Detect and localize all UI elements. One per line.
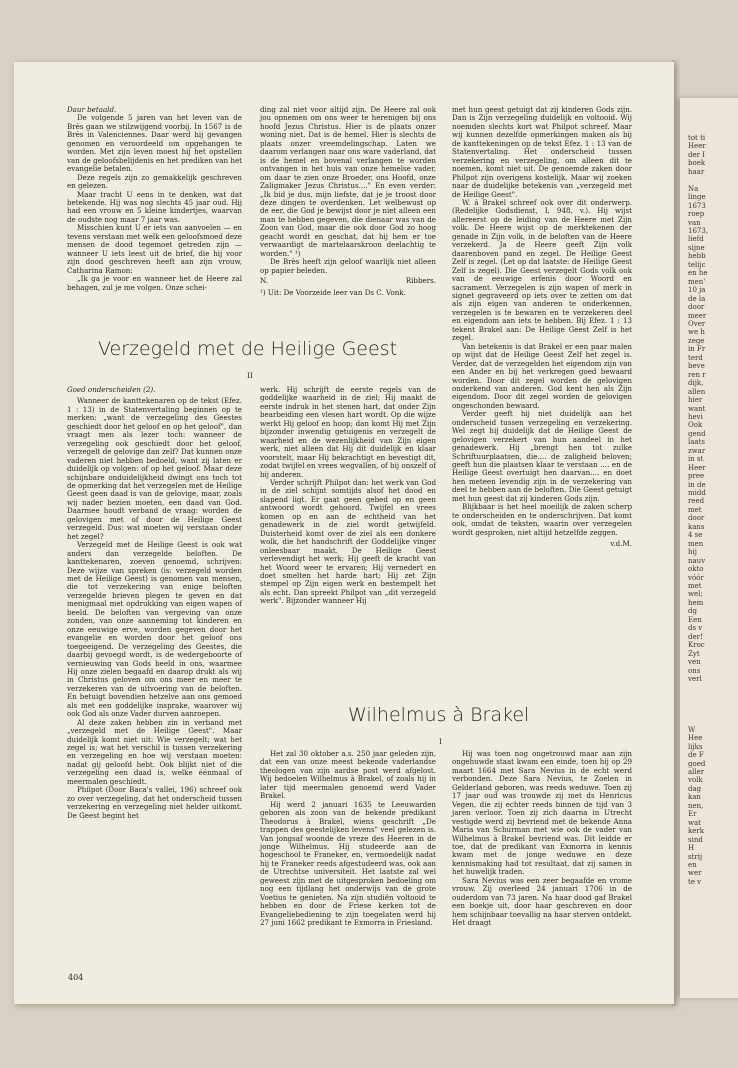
right-page-line: laats (688, 438, 705, 447)
paragraph: W. á Brakel schreef ook over dit onderwerp. (Redelijke Godsdienst, I, 948, v.). Hij wijst allereerst op de leiding van de Heere met Zijn volk. De Heere wijst op de merktekenen der genade in Zijn volk, in de beloften van de Heere verzekerd. Ja de Heere geeft Zijn volk daarenboven pand en zegel. De Heilige Geest Zelf is zegel. (Let op dat laatste: de Heilige Geest Zelf is zegel). Die Geest verzegelt Gods volk ook van de eeuwige erfenis door Woord en sacrament. Verzegelen is zijn wapen of merk in signet gegraveerd op iets over te zetten om dat als zijn eigen van anderen te onderkennen, verzegelen is te bewaren en te verzekeren deel en eigendom aan iets te hebben. Bij Efez. 1 : 13 tekent Brakel aan: De Heilige Geest Zelf is het zegel. (452, 197, 632, 343)
right-page-line: in st (688, 455, 704, 464)
right-page-line (688, 176, 738, 184)
right-page-line: 1673, (688, 226, 709, 235)
paragraph: Hij was toen nog ongetrouwd maar aan zijn ongehuwde staat kwam een einde, toen hij op 29 maart 1664 met Sara Nevius in de echt werd verbonden. Deze Sara Nevius, te Zoelen in Gelderland geboren, was reeds weduwe. Toen zij 17 jaar oud was trouwde zij met ds Henricus Vegen, die zij echter reeds binnen de tijd van 3 jaren verloor. Toen zij zich daarna in Utrecht vestigde werd zij bevriend met de bekende Anna Maria van Schurman met wie ook de vader van Wilhelmus à Brakel bevriend was. Dit leidde er toe, dat de predikant van Exmorra in kennis kwam met de jonge weduwe en deze kennismaking had tot resultaat, dat zij samen in het huwelijk traden. (452, 749, 632, 877)
right-page-edge (680, 98, 738, 998)
right-page-line: in de (688, 480, 706, 489)
right-page-line: wat (688, 818, 701, 827)
right-page-line: 4 se (688, 531, 703, 540)
right-page-line: door (688, 303, 705, 312)
right-page-line: van (688, 218, 701, 227)
paragraph: Daur betaald. (67, 105, 117, 114)
paragraph: „Ik ga je voor en wanneer het de Heere zal behagen, zul je me volgen. Onze schei- (67, 274, 242, 292)
author-name: Ribbers. (405, 276, 436, 286)
right-page-line: Ook (688, 421, 703, 430)
right-page-line: met (688, 505, 702, 514)
paragraph: Het zal 30 oktober a.s. 250 jaar geleden zijn, dat een van onze meest bekende vaderlandse theologen van zijn aardse post werd afgelost. Wij bedoelen Wilhelmus à Brakel, of zoals hij in later tijd meermalen genoemd werd Vader Brakel. (260, 749, 436, 801)
paragraph: Sara Nevius was een zeer begaafde en vrome vrouw. Zij overleed 24 januari 1706 in de ouderdom van 73 jaren. Na haar dood gaf Brakel een boekje uit, door haar geschreven en door hem schijnbaar toevallig na haar sterven ontdekt. Het draagt (452, 875, 632, 928)
article2-col2 (452, 750, 632, 928)
right-page-line: zwar (688, 446, 706, 455)
right-page-line: kerk (688, 827, 704, 836)
right-page-line: Over (688, 319, 706, 328)
paragraph: Verder schrijft Philpot dan: het werk van God in de ziel schijnt somtijds alsof het dood en slapend ligt. Er gaat geen gebed op en geen antwoord wordt gehoord. Twijfel en vrees komen op en aan de echtheid van het genadewerk in de ziel wordt getwijfeld. Duisterheid komt over de ziel als een donkere wolk, die het handschrift der Goddelijke vinger onleesbaar maakt. De Heilige Geest verlevendigt het werk; Hij geeft de kracht van het Woord weer te ervaren; Hij vernedert en doet smelten het harde hart; Hij zet Zijn stempel op Zijn eigen werk en bestempelt het als echt. Dan spreekt Philpot van „dit verzegeld werk". Bijzonder wanneer Hij (260, 477, 436, 606)
paragraph: De volgende 5 jaren van het leven van de Brès gaan we stilzwijgend voorbij. In 1567 is de Brès in Valenciennes. Daar werd hij gevangen genomen en veroordeeld om opgehangen te worden. Met zijn leven moest hij het opstellen van de geloofsbelijdenis en het prediken van het evangelie betalen. (67, 113, 242, 174)
col3 (452, 106, 632, 549)
left-page (14, 62, 674, 1004)
paragraph: met hun geest getuigt dat zij kinderen Gods zijn. Dan is Zijn verzegeling duidelijk en voltooid. Wij noemden slechts kort wat Philpot schreef. Maar wij kunnen dezelfde opmerkingen maken als bij de kanttekeningen op de tekst Efez. 1 : 13 van de Statenvertaling. Het onderscheid tussen verzekering en verzegeling, om alleen dit te noemen, komt niet uit. De genoemde zaken door Philpot zijn overigens kostelijk. Maar wij zoeken naar de duidelijke betekenis van „verzegeld met de Heilige Geest". (452, 105, 632, 199)
right-page-line: zege (688, 336, 705, 345)
paragraph: Verzegeld met de Heilige Geest is ook wat anders dan verzegelde beloften. De kanttekenaren, zoeven genoemd, schrijven: Deze wijze van spreken (is: verzegeld worden met de Heilige Geest) is genomen van mensen, die tot verzekering van enige beloften verzegelde brieven plegen te geven en dat menigmaal met opdrukking van eigen wapen of beeld. De beloften van vergeving van onze zonden, van onze aanneming tot kinderen en onze eeuwige erve, worden gegeven door het evangelie en worden door het geloof ons toegeeigend. De verzegeling des Geestes, die daarbij gevoegd wordt, is de wedergeboorte of vernieuwing van Gods beeld in ons, waarmee Hij onze zielen begaafd en daarop drukt als wij in Christus geloven om ons meer en meer te verzekeren van de uitvoering van de beloften. En betuigt bovendien hetzelve aan ons gemoed als met een goddelijke insprake, waarover wij ook God als onze Vader durven aanroepen. (67, 540, 242, 719)
right-page-line: der! (688, 632, 703, 641)
right-page-line: men' (688, 277, 706, 286)
right-page-line: dg (688, 607, 697, 616)
right-page-line: reed (688, 497, 705, 506)
signature: v.d.M. (610, 539, 632, 549)
right-page-line: telijc (688, 260, 706, 269)
right-page-line: wer (688, 869, 702, 878)
right-page-line: nen, (688, 801, 704, 810)
paragraph: Maar tracht U eens in te denken, wat dat betekende. Hij was nog slechts 45 jaar oud. Hij had een vrouw en 5 kleine kindertjes, waarvan de oudste nog maar 7 jaar was. (67, 189, 242, 224)
right-page-line: en (688, 860, 697, 869)
right-page-text (688, 134, 738, 886)
right-page-line: Zyt (688, 649, 700, 658)
right-page-line: hij (688, 548, 697, 557)
right-page-line: W (688, 725, 696, 734)
right-page-line: hevi (688, 412, 703, 421)
right-page-line: Hee (688, 734, 703, 743)
article-part-numeral: I (439, 737, 442, 746)
right-page-line (688, 692, 738, 700)
subtitle: Goed onderscheiden (2). (67, 385, 156, 394)
right-page-line: in Fr (688, 345, 706, 354)
right-page-line: de F (688, 751, 704, 760)
paragraph: Deze regels zijn zo gemakkelijk geschreven en gelezen. (67, 172, 242, 191)
right-page-line: want (688, 404, 706, 413)
page-number: 404 (68, 973, 84, 982)
paragraph: Al deze zaken hebben zin in verband met „verzegeld met de Heilige Geest". Maar duidelijk komt niet uit: Wie verzegelt; wat het zegel is; wat het verschil is tussen verzekering en verzegeling en hoe wij verstaan moeten: nadat gij geloofd hebt. Ook blijkt niet of die verzegeling een daad is, welke éénmaal of meermalen geschiedt. (67, 717, 242, 786)
paragraph: Misschien kunt U er iets van aanvoelen — en tevens verstaan met welk een geloofsmoed deze mensen de dood tegemoet getreden zijn — wanneer U iets leest uit de brief, die hij voor zijn dood geschreven heeft aan zijn vrouw, Catharina Ramon: (67, 223, 242, 275)
right-page-line: volk (688, 776, 703, 785)
right-page-line: H (688, 844, 695, 853)
right-page-line: men (688, 539, 704, 548)
article-part-numeral: II (247, 371, 253, 380)
right-page-line: ons (688, 666, 701, 675)
article1-col1 (67, 386, 242, 820)
paragraph: werk. Hij schrijft de eerste regels van de goddelijke waarheid in de ziel; Hij maakt de eerste indruk in het stenen hart, dat onder Zijn bearbeiding een vlesen hart wordt. Op die wijze werkt Hij geloof en hoop; dan komt Hij met Zijn bijzonder inwendig getuigenis en verzegelt de waarheid en de wezenlijkheid van Zijn eigen werk, niet alleen dat Hij dit duidelijk en klaar voorstelt, maar Hij bekrachtigt en bevestigt dit, zodat twijfel en vrees wegvallen, of bij onszelf of bij anderen. (260, 385, 436, 479)
right-page-line: sind (688, 835, 703, 844)
right-page-line (688, 683, 738, 691)
right-page-line: Kroc (688, 641, 705, 650)
signature-line (260, 277, 436, 285)
right-page-line: kan (688, 793, 701, 802)
right-page-line: strij (688, 852, 703, 861)
right-page-line: terd (688, 353, 703, 362)
article2-col1 (260, 750, 436, 928)
right-page-line: beve (688, 362, 705, 371)
right-page-line: lijks (688, 742, 703, 751)
right-page-line: pree (688, 472, 705, 481)
right-page-line: met (688, 582, 702, 591)
article-title: Verzegeld met de Heilige Geest (98, 338, 398, 360)
right-page-line: Heer (688, 463, 706, 472)
col1-top (67, 106, 242, 292)
right-page-line: linge (688, 193, 706, 202)
right-page-line: hebb (688, 252, 706, 261)
right-page-line: aller (688, 767, 705, 776)
right-page-line (688, 700, 738, 708)
right-page-line: ds v (688, 624, 703, 633)
right-page-line: hem (688, 598, 704, 607)
right-page-line: ren r (688, 370, 706, 379)
right-page-line: en he (688, 269, 708, 278)
right-page-line: kans (688, 522, 705, 531)
col2-top (260, 106, 436, 297)
paragraph: Blijkbaar is het heel moeilijk de zaken scherp te onderscheiden en te onderschrijven. Dat komt ook, omdat de teksten, waarin over verzegelen wordt gesproken, niet altijd hetzelfde zeggen. (452, 502, 632, 537)
right-page-line (688, 709, 738, 717)
right-page-line: liefd (688, 235, 704, 244)
right-page-line: verl (688, 675, 702, 683)
paragraph: De Brès heeft zijn geloof waarlijk niet alleen op papier beleden. (260, 257, 436, 275)
right-page-line: Er (688, 810, 697, 819)
author-initial: N. (260, 276, 269, 286)
right-page-line: door (688, 514, 705, 523)
right-page-line: te v (688, 877, 702, 886)
footnote: ¹) Uit: De Voorzeide leer van Ds C. Vonk. (260, 287, 406, 297)
right-page-line: dijk, (688, 379, 704, 388)
paragraph: ding zal niet voor altijd zijn. De Heere zal ook jou opnemen om ons weer te herenigen bij ons hoofd Jezus Christus. Hier is de plaats onzer woning niet. Dat is de hemel. Hier is slechts de plaats onzer vreemdelingschap. Laten we daarom verlangen naar ons ware vaderland, dat is de hemel en bovenal verlangen te worden ontvangen in het huis van onze hemelse vader, om daar te zien onze Broeder, ons Hoofd, onze Zaligmaker Jezus Christus...." En even verder: „Ik bid je dus, mijn liefste, dat je je troost door deze dingen te overdenken. Let welbewust op de eer, die God je bewijst door je niet alleen een man te hebben gegeven, die dienaar was van de Zoon van God, maar die ook door God zo hoog geacht wordt en geschat, dat hij hem er toe verwaardigt de martelaarskroon deelachtig te worden." ¹) (260, 105, 436, 258)
right-page-line: de la (688, 294, 706, 303)
article-title: Wilhelmus à Brakel (348, 704, 530, 726)
right-page-line (688, 717, 738, 725)
right-page-line: sijne (688, 243, 705, 252)
right-page-line: meer (688, 311, 707, 320)
right-page-line: dag (688, 784, 702, 793)
right-page-line: haar (688, 167, 705, 176)
right-page-line: midd (688, 489, 706, 498)
right-page-line: tot ti (688, 134, 706, 142)
right-page-line: nauv (688, 556, 706, 565)
right-page-line: gend (688, 429, 706, 438)
right-page-line: we h (688, 328, 705, 337)
right-page-line: hier (688, 396, 703, 405)
right-page-line: 10 ja (688, 286, 706, 295)
right-page-line: boek (688, 159, 706, 168)
paragraph: Wanneer de kanttekenaren op de tekst (Efez. 1 : 13) in de Statenvertaling beginnen op te merken: „want de verzegeling des Geestes geschiedt door het geloof en op het geloof", dan vraagt men als lezer toch: wanneer de verzegeling ook geschiedt door het geloof, verzegelt de gelovige dan zelf? Dat kunnen onze vaderen niet hebben bedoeld, want zij laten er duidelijk op volgen: of op het geloof. Maar deze schijnbare onduidelijkheid dwingt ons toch tot de opmerking dat het verzegelen met de Heilige Geest geen daad is van de gelovige, maar, zoals wij nader bezien moeten, een daad van God. Daarmee houdt verband de vraag: worden de gelovigen met of door de Heilige Geest verzegeld. Dus: wat moeten wij verstaan onder het zegel? (67, 396, 242, 541)
right-page-line: goed (688, 759, 706, 768)
paragraph: Hij werd 2 januari 1635 te Leeuwarden geboren als zoon van de bekende predikant Theodorus à Brakel, wiens geschrift „De trappen des geestelijken levens" veel gelezen is. Van jongsaf woonde de vreze des Heeren in de jonge Wilhelmus. Hij studeerde aan de hogeschool te Franeker, en, vermoedelijk nadat hij te Franeker reeds afgestudeerd was, ook aan de Utrechtse universiteit. Het laatste zal wel geweest zijn met de uitgesproken bedoeling om nog een tijdlang het onderwijs van de grote Voetius te genieten. Na zijn studiën voltooid te hebben en door de Friese kerken tot de Evangeliebediening te zijn toegelaten werd hij 27 juni 1662 predikant te Exmorra in Friesland. (260, 799, 436, 928)
right-page-line: okto (688, 565, 704, 574)
right-page-line: ven (688, 658, 701, 667)
right-page-line: allen (688, 387, 706, 396)
paragraph: Verder geeft hij niet duidelijk aan het onderscheid tussen verzegeling en verzekering. Wel zegt hij duidelijk dat de Heilige Geest de gelovigen verzekert van hun aandeel in het genadewerk. Hij „brengt hen tot zulke Schriftuurplaatsen, die.... de zaligheid beloven; geeft hun die plaatsen klaar te verstaan .... en de Heilige Geest overtuigt hen daarvan.... en doet hen meteen levendig zijn in de verzekering van deel te hebben aan de beloften. Die Geest getuigt met hun geest dat zij kinderen Gods zijn. (452, 409, 632, 503)
right-page-line: Heer (688, 142, 706, 151)
right-page-line: 1673 (688, 201, 706, 210)
right-page-line: Na (688, 184, 699, 193)
paragraph: Philpot (Door Baca's vallei, 196) schreef ook zo over verzegeling, dat het onderscheid tussen verzekering en verzegeling niet helder uitkomt. De Geest begint het (67, 785, 242, 820)
right-page-line: Een (688, 615, 702, 624)
right-page-line: wel; (688, 590, 703, 599)
paragraph: Van betekenis is dat Brakel er een paar malen op wijst dat de Heilige Geest Zelf het zegel is. Verder, dat de verzegelden het eigendom zijn van een Ander en bij het verkregen goed bewaard worden. Door dit zegel worden de gelovigen onderkend van anderen. God kent hen als Zijn eigendom. Door dit zegel worden de gelovigen ongeschonden bewaard. (452, 341, 632, 410)
article1-col2 (260, 386, 436, 606)
right-page-line: roep (688, 210, 705, 219)
right-page-line: vóór (688, 573, 704, 582)
right-page-line: der I (688, 150, 705, 159)
